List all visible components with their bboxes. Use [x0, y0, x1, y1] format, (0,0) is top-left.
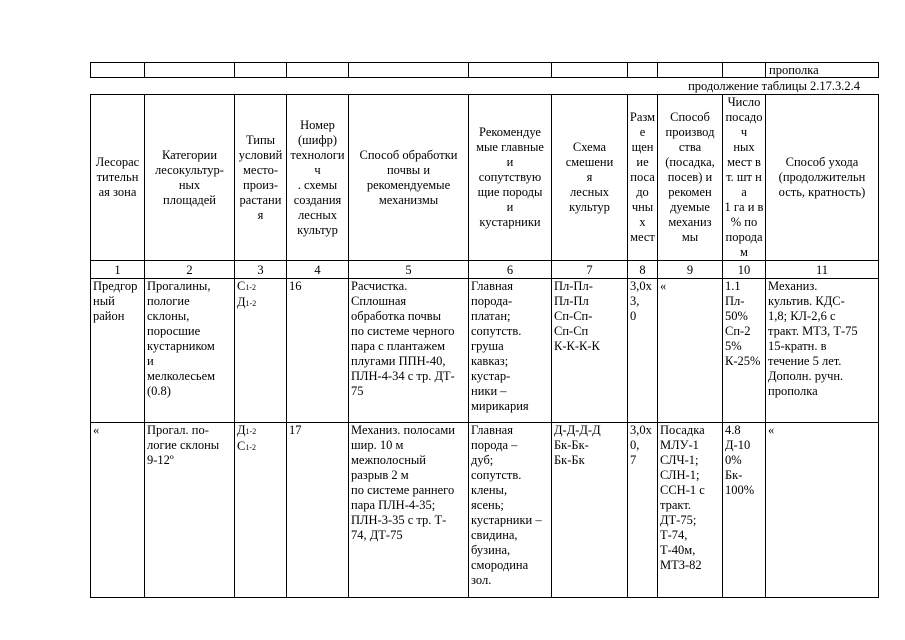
condition-code: Д1-2: [237, 295, 257, 309]
column-number: 10: [723, 261, 766, 279]
fragment-cell: [91, 63, 145, 78]
cell-conditions: [235, 423, 287, 598]
cell-category: Прогал. по- логие склоны 9-12º: [145, 423, 235, 598]
header-production-method: Способ производ ства (посадка, посев) и рекомен дуемые механиз мы: [658, 95, 723, 261]
cell-spacing: 3,0х3, 0: [628, 279, 658, 423]
condition-code: С1-2: [237, 279, 257, 293]
header-site-conditions: Типы условий место- произ- растани я: [235, 95, 287, 261]
cell-production-method: Посадка МЛУ-1 СЛЧ-1; СЛН-1; ССН-1 с тракт. ДТ-75; Т-74, Т-40м, МТЗ-82: [658, 423, 723, 598]
column-number: 3: [235, 261, 287, 279]
table-row: [91, 423, 879, 598]
fragment-cell: [235, 63, 287, 78]
header-spacing: Разме щение посадо чных мест: [628, 95, 658, 261]
fragment-cell: [349, 63, 469, 78]
cell-mixing-scheme: Д-Д-Д-Д Бк-Бк- Бк-Бк: [552, 423, 628, 598]
column-number-row: [91, 261, 879, 279]
cell-planting-count: 4.8 Д-100% Бк- 100%: [723, 423, 766, 598]
fragment-cell: [723, 63, 766, 78]
header-forest-zone: Лесорас тительн ая зона: [91, 95, 145, 261]
cell-production-method: «: [658, 279, 723, 423]
fragment-cell: [287, 63, 349, 78]
fragment-row: [91, 63, 879, 78]
column-number: 8: [628, 261, 658, 279]
cell-care-method: Механиз. культив. КДС- 1,8; КЛ-2,6 с тракт. МТЗ, Т-75 15-кратн. в течение 5 лет. Дополн. ручн. прополка: [766, 279, 879, 423]
fragment-cell: [145, 63, 235, 78]
condition-code: Д1-2: [237, 423, 257, 437]
cell-conditions: [235, 279, 287, 423]
header-scheme-number: Номер (шифр) технологич . схемы создания лесных культур: [287, 95, 349, 261]
cell-species: Главная порода – дуб; сопутств. клены, ясень; кустарники – свидина, бузина, смородина зол.: [469, 423, 552, 598]
column-number: 7: [552, 261, 628, 279]
column-number: 1: [91, 261, 145, 279]
fragment-cell: [552, 63, 628, 78]
cell-scheme-number: 17: [287, 423, 349, 598]
previous-table-fragment: [90, 62, 879, 78]
forest-culture-table: [90, 94, 879, 598]
column-number: 4: [287, 261, 349, 279]
cell-category: Прогалины, пологие склоны, поросшие кустарником и мелколесьем (0.8): [145, 279, 235, 423]
header-mixing-scheme: Схема смешени я лесных культур: [552, 95, 628, 261]
cell-spacing: 3,0х0, 7: [628, 423, 658, 598]
cell-scheme-number: 16: [287, 279, 349, 423]
header-area-category: Категории лесокультур- ных площадей: [145, 95, 235, 261]
header-soil-treatment: Способ обработки почвы и рекомендуемые механизмы: [349, 95, 469, 261]
header-care-method: Способ ухода (продолжительн ость, кратность): [766, 95, 879, 261]
fragment-cell: [658, 63, 723, 78]
cell-mixing-scheme: Пл-Пл- Пл-Пл Сп-Сп- Сп-Сп К-К-К-К: [552, 279, 628, 423]
cell-species: Главная порода- платан; сопутств. груша кавказ; кустар- ники – мирикария: [469, 279, 552, 423]
table-continuation-label: продолжение таблицы 2.17.3.2.4: [688, 79, 860, 93]
fragment-cell: [628, 63, 658, 78]
header-species: Рекомендуе мые главные и сопутствую щие породы и кустарники: [469, 95, 552, 261]
cell-zone: «: [91, 423, 145, 598]
column-number: 5: [349, 261, 469, 279]
column-number: 11: [766, 261, 879, 279]
column-number: 2: [145, 261, 235, 279]
cell-zone: Предгор ный район: [91, 279, 145, 423]
header-row: [91, 95, 879, 261]
fragment-cell-care: прополка: [766, 63, 879, 78]
table-row: [91, 279, 879, 423]
condition-code: С1-2: [237, 439, 257, 453]
fragment-cell: [469, 63, 552, 78]
cell-care-method: «: [766, 423, 879, 598]
cell-soil-treatment: Расчистка. Сплошная обработка почвы по системе черного пара с плантажем плугами ППН-40, ПЛН-4-34 с тр. ДТ- 75: [349, 279, 469, 423]
cell-planting-count: 1.1 Пл- 50% Сп-25% К-25%: [723, 279, 766, 423]
column-number: 6: [469, 261, 552, 279]
column-number: 9: [658, 261, 723, 279]
header-planting-count: Число посадоч ных мест в т. шт на 1 га и в % по порода м: [723, 95, 766, 261]
cell-soil-treatment: Механиз. полосами шир. 10 м межполосный разрыв 2 м по системе раннего пара ПЛН-4-35; ПЛН-3-35 с тр. Т- 74, ДТ-75: [349, 423, 469, 598]
